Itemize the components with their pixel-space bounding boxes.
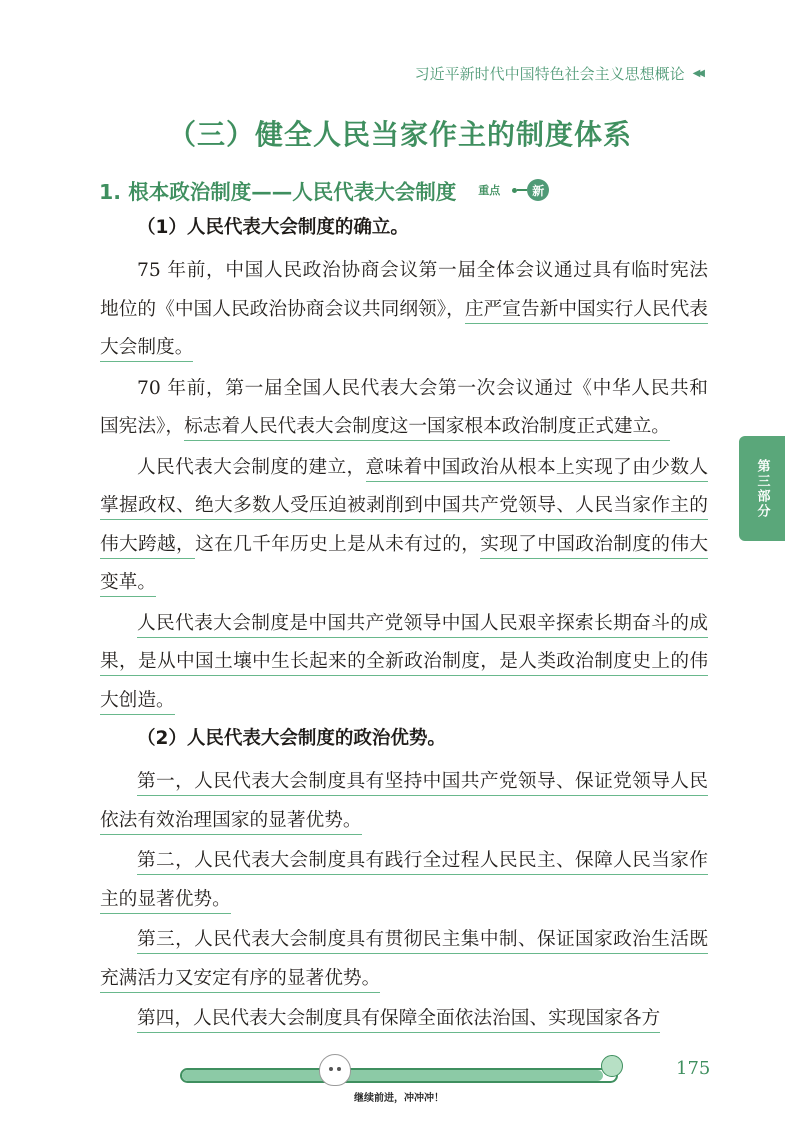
paragraph-3-plain-2: 这在几千年历史上是从未有过的， xyxy=(195,533,481,555)
part-tab: 第三部分 xyxy=(739,436,785,541)
paragraph-7 xyxy=(100,921,708,998)
subsection-title: 1. 根本政治制度——人民代表大会制度 xyxy=(99,180,457,204)
mascot-icon xyxy=(319,1054,351,1086)
paragraph-1 xyxy=(100,252,708,368)
double-arrow-icon: ◀◀ xyxy=(692,68,702,79)
progress-bar xyxy=(180,1068,618,1083)
paragraph-3 xyxy=(100,449,708,603)
running-head xyxy=(415,63,702,84)
paragraph-2-plain: 70 年前，第一届全国人民代表大会第一次会议通过《中华人民共和国宪法》， xyxy=(100,377,708,437)
paragraph-8-underlined: 第四，人民代表大会制度具有保障全面依法治国、实现国家各方 xyxy=(137,1008,660,1033)
paragraph-4-underlined: 人民代表大会制度是中国共产党领导中国人民艰辛探索长期奋斗的成果， xyxy=(100,613,708,677)
new-badge: 新 xyxy=(527,179,549,201)
paragraph-8 xyxy=(100,1000,708,1039)
section-title: （三）健全人民当家作主的制度体系 xyxy=(167,118,632,151)
paragraph-4-underlined-2: 是从中国土壤中生长起来的全新政治制度， xyxy=(138,651,499,676)
paragraph-3-underlined: 意味着中国政治从根本上实现了由少数人掌握政权、绝大多数人受压迫被剥削到中国共产党领导、人民当家作主的伟大跨越， xyxy=(100,457,708,559)
connector-line xyxy=(517,189,527,191)
subsection-title-row xyxy=(99,175,549,205)
paragraph-6-underlined: 第二，人民代表大会制度具有践行全过程人民民主、保障人民当家作主的显著优势。 xyxy=(100,850,708,914)
paragraph-2-underlined: 标志着人民代表大会制度这一国家根本政治制度正式建立。 xyxy=(184,416,670,441)
body-text xyxy=(100,213,708,1041)
key-point-badge: 重点 xyxy=(478,184,501,197)
paragraph-6 xyxy=(100,842,708,919)
paragraph-2 xyxy=(100,370,708,447)
paragraph-1-underlined: 庄严宣告新中国实行人民代表大会制度。 xyxy=(100,299,708,363)
footer-slogan: 继续前进，冲冲冲！ xyxy=(354,1093,444,1104)
goal-marker-icon xyxy=(601,1055,623,1077)
paragraph-4 xyxy=(100,605,708,721)
point-heading-1: （1）人民代表大会制度的确立。 xyxy=(137,217,409,238)
paragraph-4-underlined-3: 是人类政治制度史上的伟大创造。 xyxy=(100,651,708,715)
page-number: 175 xyxy=(676,1058,711,1079)
new-badge-connector xyxy=(512,179,549,201)
point-heading-2: （2）人民代表大会制度的政治优势。 xyxy=(137,728,446,749)
paragraph-5-underlined: 第一，人民代表大会制度具有坚持中国共产党领导、保证党领导人民依法有效治理国家的显著优势。 xyxy=(100,771,708,835)
progress-bar-fill xyxy=(182,1070,603,1081)
paragraph-1-plain: 75 年前，中国人民政治协商会议第一届全体会议通过具有临时宪法地位的《中国人民政治协商会议共同纲领》， xyxy=(100,260,708,320)
paragraph-7-underlined: 第三，人民代表大会制度具有贯彻民主集中制、保证国家政治生活既充满活力又安定有序的显著优势。 xyxy=(100,929,708,993)
paragraph-3-underlined-2: 实现了中国政治制度的伟大变革。 xyxy=(100,534,708,598)
paragraph-3-plain: 人民代表大会制度的建立， xyxy=(137,456,366,478)
paragraph-5 xyxy=(100,763,708,840)
book-title: 习近平新时代中国特色社会主义思想概论 xyxy=(414,65,685,83)
